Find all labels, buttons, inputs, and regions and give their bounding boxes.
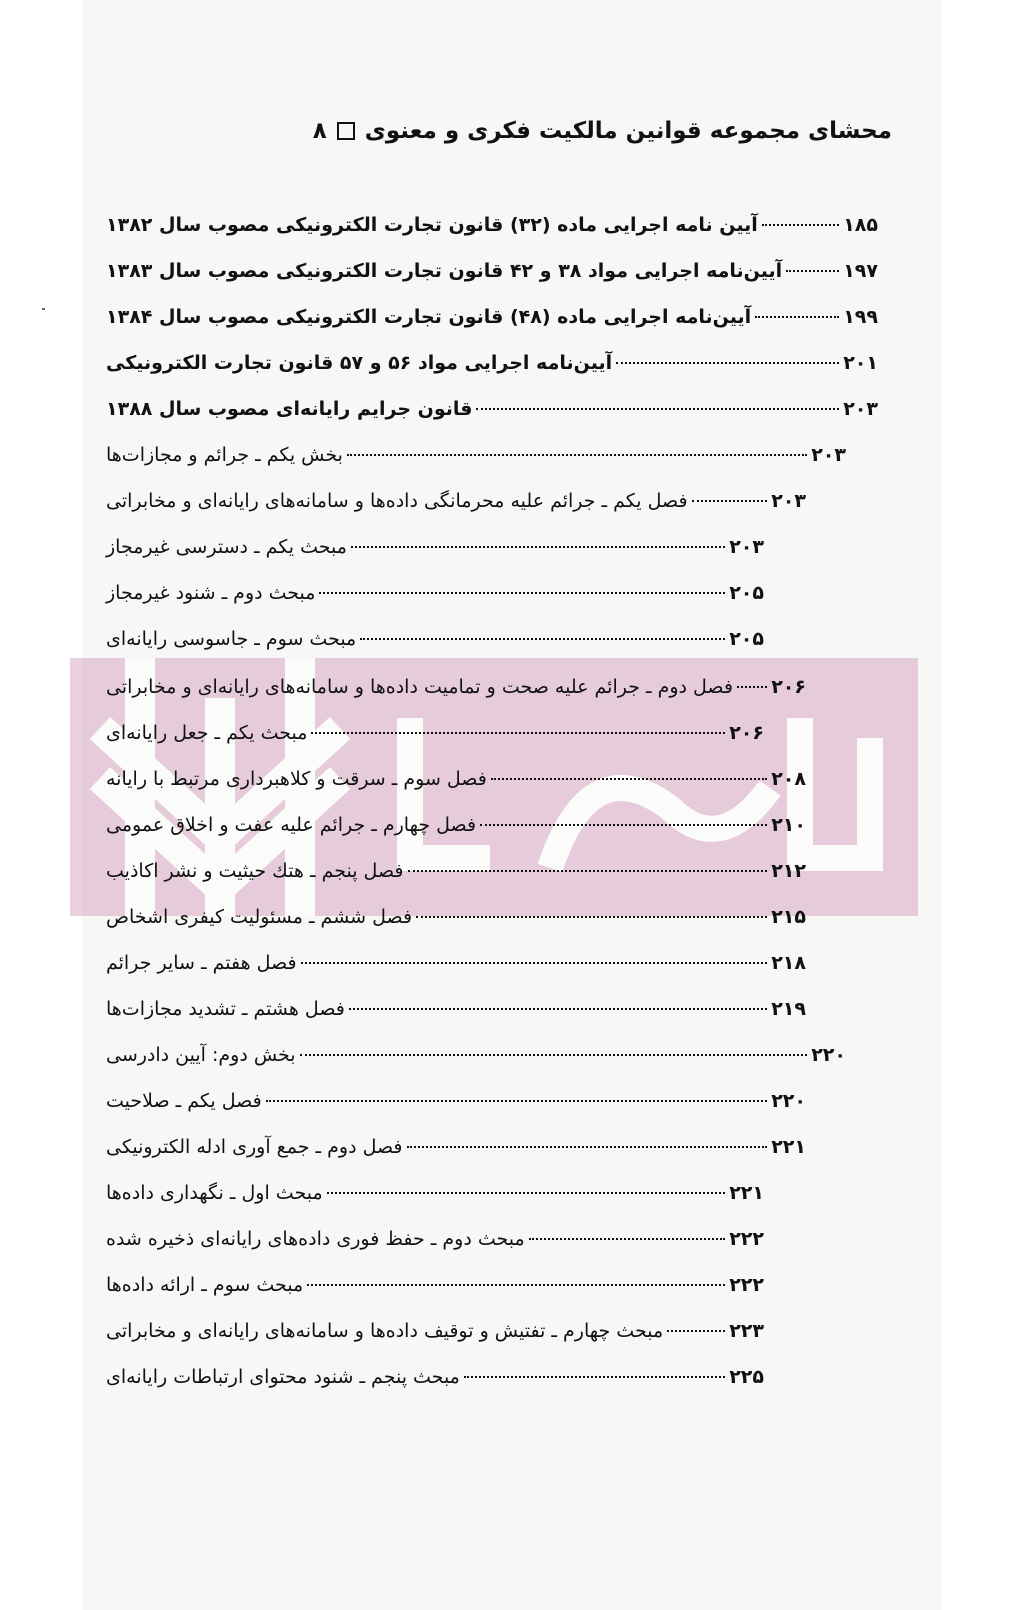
toc-entry-page: ۲۱۲ bbox=[771, 860, 806, 882]
toc-entry-page: ۲۲۲ bbox=[729, 1228, 764, 1250]
dot-leader bbox=[351, 546, 725, 548]
toc-entry-title: فصل یکم ـ صلاحیت bbox=[106, 1090, 262, 1112]
toc-entry-page: ۲۲۵ bbox=[729, 1366, 764, 1388]
toc-entry-title: مبحث یکم ـ دسترسی غیرمجاز bbox=[106, 536, 347, 558]
dot-leader bbox=[416, 916, 767, 918]
toc-entry bbox=[106, 488, 806, 514]
toc-entry-title: مبحث اول ـ نگهداری داده‌ها bbox=[106, 1182, 323, 1204]
toc-entry-page: ۲۲۱ bbox=[729, 1182, 764, 1204]
toc-entry-title: آیین نامه اجرایی ماده (۳۲) قانون تجارت الکترونیکی مصوب سال ۱۳۸۲ bbox=[106, 214, 758, 236]
dot-leader bbox=[407, 1146, 768, 1148]
toc-entry-page: ۲۰۳ bbox=[843, 398, 878, 420]
toc-entry-title: آیین‌نامه اجرایی ماده (۴۸) قانون تجارت الکترونیکی مصوب سال ۱۳۸۴ bbox=[106, 306, 752, 328]
toc-entry-page: ۱۸۵ bbox=[843, 214, 878, 236]
dot-leader bbox=[491, 778, 767, 780]
dot-leader bbox=[300, 1054, 808, 1056]
toc-entry-title: فصل دوم ـ جمع آوری ادله الکترونیکی bbox=[106, 1136, 403, 1158]
toc-entry-title: فصل ششم ـ مسئولیت کیفری اشخاص bbox=[106, 906, 413, 928]
toc-entry-page: ۲۲۱ bbox=[771, 1136, 806, 1158]
dot-leader bbox=[762, 224, 839, 226]
toc-entry bbox=[106, 720, 764, 746]
toc-entry bbox=[106, 950, 806, 976]
toc-entry bbox=[106, 534, 764, 560]
toc-entry-title: قانون جرایم رایانه‌ای مصوب سال ۱۳۸۸ bbox=[106, 398, 473, 420]
toc-entry-page: ۲۱۸ bbox=[771, 952, 806, 974]
toc-entry-title: فصل سوم ـ سرقت و کلاهبرداری مرتبط با رایانه bbox=[106, 768, 487, 790]
toc-entry-title: مبحث چهارم ـ تفتیش و توقیف داده‌ها و سامانه‌های رایانه‌ای و مخابراتی bbox=[106, 1320, 664, 1342]
toc-entry-page: ۲۰۵ bbox=[729, 582, 764, 604]
dot-leader bbox=[667, 1330, 725, 1332]
dot-leader bbox=[616, 362, 839, 364]
toc-entry-title: مبحث سوم ـ جاسوسی رایانه‌ای bbox=[106, 628, 357, 650]
toc-entry bbox=[106, 212, 878, 238]
toc-entry-page: ۲۲۰ bbox=[811, 1044, 846, 1066]
dot-leader bbox=[307, 1284, 725, 1286]
toc-entry bbox=[106, 258, 878, 284]
dot-leader bbox=[464, 1376, 725, 1378]
toc-entry-page: ۲۰۱ bbox=[843, 352, 878, 374]
toc-entry bbox=[106, 396, 878, 422]
page-number: ۸ bbox=[312, 118, 327, 144]
dot-leader bbox=[692, 500, 768, 502]
toc-entry-page: ۲۲۳ bbox=[729, 1320, 764, 1342]
dot-leader bbox=[360, 638, 725, 640]
dot-leader bbox=[529, 1238, 726, 1240]
toc-entry bbox=[106, 1226, 764, 1252]
toc-entry bbox=[106, 766, 806, 792]
toc-entry bbox=[106, 904, 806, 930]
toc-entry-title: فصل پنجم ـ هتك حیثیت و نشر اکاذیب bbox=[106, 860, 404, 882]
toc-entry bbox=[106, 1088, 806, 1114]
toc-entry-title: فصل هشتم ـ تشدید مجازات‌ها bbox=[106, 998, 345, 1020]
toc-entry-page: ۱۹۹ bbox=[843, 306, 878, 328]
toc-entry-title: فصل چهارم ـ جرائم علیه عفت و اخلاق عمومی bbox=[106, 814, 477, 836]
toc-entry-title: آیین‌نامه اجرایی مواد ۵۶ و ۵۷ قانون تجارت الکترونیکی bbox=[106, 352, 613, 374]
toc-entry-title: فصل یکم ـ جرائم علیه محرمانگی داده‌ها و سامانه‌های رایانه‌ای و مخابراتی bbox=[106, 490, 688, 512]
toc-entry bbox=[106, 1134, 806, 1160]
toc-entry bbox=[106, 674, 806, 700]
toc-entry-page: ۲۰۶ bbox=[771, 676, 806, 698]
toc-entry-page: ۲۱۵ bbox=[771, 906, 806, 928]
toc-entry bbox=[106, 1272, 764, 1298]
toc-entry bbox=[106, 1318, 764, 1344]
toc-entry bbox=[106, 580, 764, 606]
toc-entry-page: ۲۰۶ bbox=[729, 722, 764, 744]
toc-entry-title: فصل هفتم ـ سایر جرائم bbox=[106, 952, 297, 974]
toc-entry-title: مبحث دوم ـ شنود غیرمجاز bbox=[106, 582, 316, 604]
toc-entry-title: بخش یکم ـ جرائم و مجازات‌ها bbox=[106, 444, 343, 466]
dot-leader bbox=[408, 870, 768, 872]
toc-entry-title: مبحث سوم ـ ارائه داده‌ها bbox=[106, 1274, 304, 1296]
toc-entry-title: فصل دوم ـ جرائم علیه صحت و تمامیت داده‌ها و سامانه‌های رایانه‌ای و مخابراتی bbox=[106, 676, 733, 698]
toc-entry bbox=[106, 350, 878, 376]
dot-leader bbox=[786, 270, 839, 272]
dot-leader bbox=[476, 408, 839, 410]
toc-entry-page: ۲۲۲ bbox=[729, 1274, 764, 1296]
toc-entry-page: ۲۰۳ bbox=[771, 490, 806, 512]
toc-entry-page: ۲۰۳ bbox=[729, 536, 764, 558]
dot-leader bbox=[319, 592, 725, 594]
dot-leader bbox=[311, 732, 725, 734]
toc-entry bbox=[106, 1180, 764, 1206]
dot-leader bbox=[755, 316, 839, 318]
toc-entry bbox=[106, 812, 806, 838]
toc-entry bbox=[106, 626, 764, 652]
toc-entry-page: ۲۱۰ bbox=[771, 814, 806, 836]
toc-entry bbox=[106, 858, 806, 884]
dot-leader bbox=[349, 1008, 767, 1010]
toc-entry bbox=[106, 1042, 846, 1068]
dot-leader bbox=[480, 824, 767, 826]
book-title: محشای مجموعه قوانین مالکیت فکری و معنوی bbox=[364, 118, 892, 144]
toc-entry-title: مبحث دوم ـ حفظ فوری داده‌های رایانه‌ای ذخیره شده bbox=[106, 1228, 525, 1250]
dot-leader bbox=[327, 1192, 726, 1194]
toc-entry bbox=[106, 304, 878, 330]
toc-entry-title: مبحث یکم ـ جعل رایانه‌ای bbox=[106, 722, 308, 744]
dot-leader bbox=[301, 962, 768, 964]
dot-leader bbox=[347, 454, 807, 456]
toc-entry-page: ۲۱۹ bbox=[771, 998, 806, 1020]
toc-entry-page: ۱۹۷ bbox=[843, 260, 878, 282]
toc-entry-page: ۲۲۰ bbox=[771, 1090, 806, 1112]
toc-entry-title: آیین‌نامه اجرایی مواد ۳۸ و ۴۲ قانون تجارت الکترونیکی مصوب سال ۱۳۸۳ bbox=[106, 260, 783, 282]
toc-entry bbox=[106, 1364, 764, 1390]
toc-entry-page: ۲۰۸ bbox=[771, 768, 806, 790]
toc-entry bbox=[106, 442, 846, 468]
toc-entry-title: مبحث پنجم ـ شنود محتوای ارتباطات رایانه‌ای bbox=[106, 1366, 460, 1388]
toc-entry-page: ۲۰۵ bbox=[729, 628, 764, 650]
toc-entry-title: بخش دوم: آیین دادرسی bbox=[106, 1044, 296, 1066]
dot-leader bbox=[737, 686, 767, 688]
toc-entry bbox=[106, 996, 806, 1022]
dot-leader bbox=[266, 1100, 768, 1102]
toc-entry-page: ۲۰۳ bbox=[811, 444, 846, 466]
